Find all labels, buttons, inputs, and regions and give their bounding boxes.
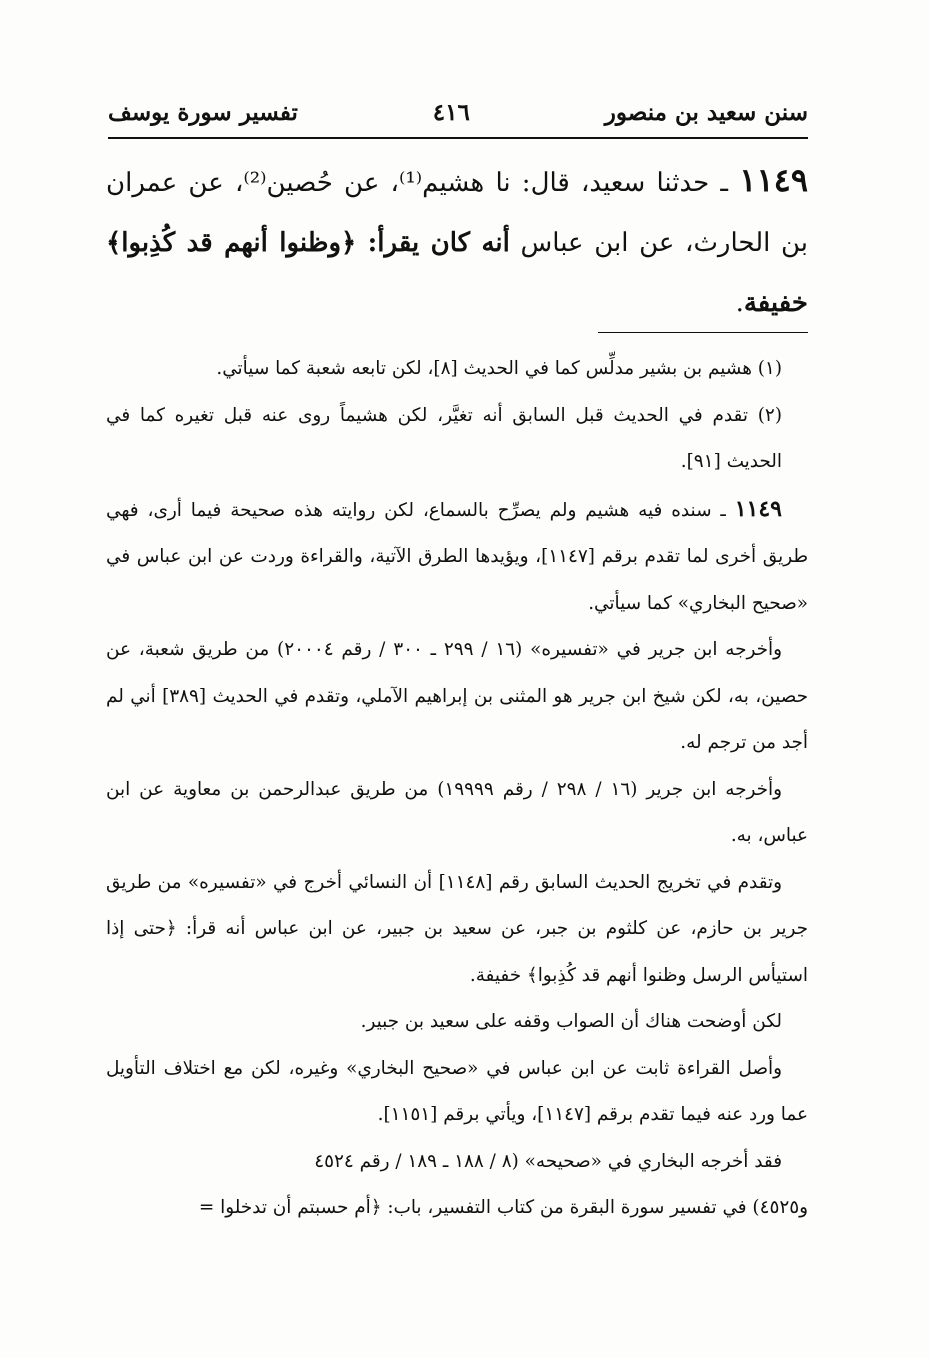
book-title: سنن سعيد بن منصور [604,98,808,126]
section-title: تفسير سورة يوسف [108,98,298,126]
hadith-dash: ـ [709,168,740,198]
hadith-text-part1: حدثنا سعيد، قال: نا هشيم⁽¹⁾، عن حُصين⁽²⁾، عن عمران بن الحارث، عن ابن عباس [106,168,809,258]
notes-section [106,346,808,1232]
hadith-text [106,150,808,333]
commentary-paragraph-7: فقد أخرجه البخاري في «صحيحه» (٨ / ١٨٨ ـ ١٨٩ / رقم ٤٥٢٤ [314,1150,782,1172]
header-rule [108,137,808,139]
hadith-number: ١١٤٩ [739,161,808,199]
commentary-p1-text: سنده فيه هشيم ولم يصرِّح بالسماع، لكن روايته هذه صحيحة فيما أرى، فهي طريق أخرى لما تقدم برقم [١١٤٧]، ويؤيدها الطرق الآتية، والقراءة وردت عن ابن عباس في «صحيح البخاري» كما سيأتي. [106,499,809,614]
hadith-text-end: . [735,288,744,318]
commentary-paragraph-2: وأخرجه ابن جرير في «تفسيره» (١٦ / ٢٩٩ ـ ٣٠٠ / رقم ٢٠٠٠٤) من طريق شعبة، عن حصين، به، لكن شيخ ابن جرير هو المثنى بن إبراهيم الآملي، وتقدم في الحديث [٣٨٩] أني لم أجد من ترجم له. [106,639,808,753]
commentary-paragraph-7-continued: و٤٥٢٥) في تفسير سورة البقرة من كتاب التفسير، باب: ﴿أم حسبتم أن تدخلوا = [198,1197,808,1218]
running-header [108,92,808,132]
commentary-paragraph-4: وتقدم في تخريج الحديث السابق رقم [١١٤٨] أن النسائي أخرج في «تفسيره» من طريق جرير بن حازم، عن كلثوم بن جبر، عن سعيد بن جبير، عن ابن عباس أنه قرأ: ﴿حتى إذا استيأس الرسل وظنوا أنهم قد كُذِبوا﴾ خفيفة. [106,871,808,986]
commentary-paragraph-6: وأصل القراءة ثابت عن ابن عباس في «صحيح البخاري» وغيره، لكن مع اختلاف التأويل عما ورد عنه فيما تقدم برقم [١١٤٧]، ويأتي برقم [١١٥١]. [106,1057,808,1125]
footnote-1: (١) هشيم بن بشير مدلِّس كما في الحديث [٨]، لكن تابعه شعبة كما سيأتي. [216,358,782,379]
footnote-rule [598,332,808,333]
commentary-number: ١١٤٩ [734,495,782,522]
commentary-paragraph-1 [106,486,808,628]
commentary-dash: ـ [711,499,735,521]
footnote-2: (٢) تقدم في الحديث قبل السابق أنه تغيَّر، لكن هشيماً روى عنه قبل تغيره كما في الحديث [٩١]. [106,404,782,472]
page-number: ٤١٦ [432,98,470,126]
hadith-text-bold: أنه كان يقرأ: ﴿وظنوا أنهم قد كُذِبوا﴾ خفيفة [106,228,808,318]
commentary-paragraph-3: وأخرجه ابن جرير (١٦ / ٢٩٨ / رقم ١٩٩٩٩) من طريق عبدالرحمن بن معاوية عن ابن عباس، به. [106,778,808,846]
commentary-paragraph-5: لكن أوضحت هناك أن الصواب وقفه على سعيد بن جبير. [360,1011,782,1032]
